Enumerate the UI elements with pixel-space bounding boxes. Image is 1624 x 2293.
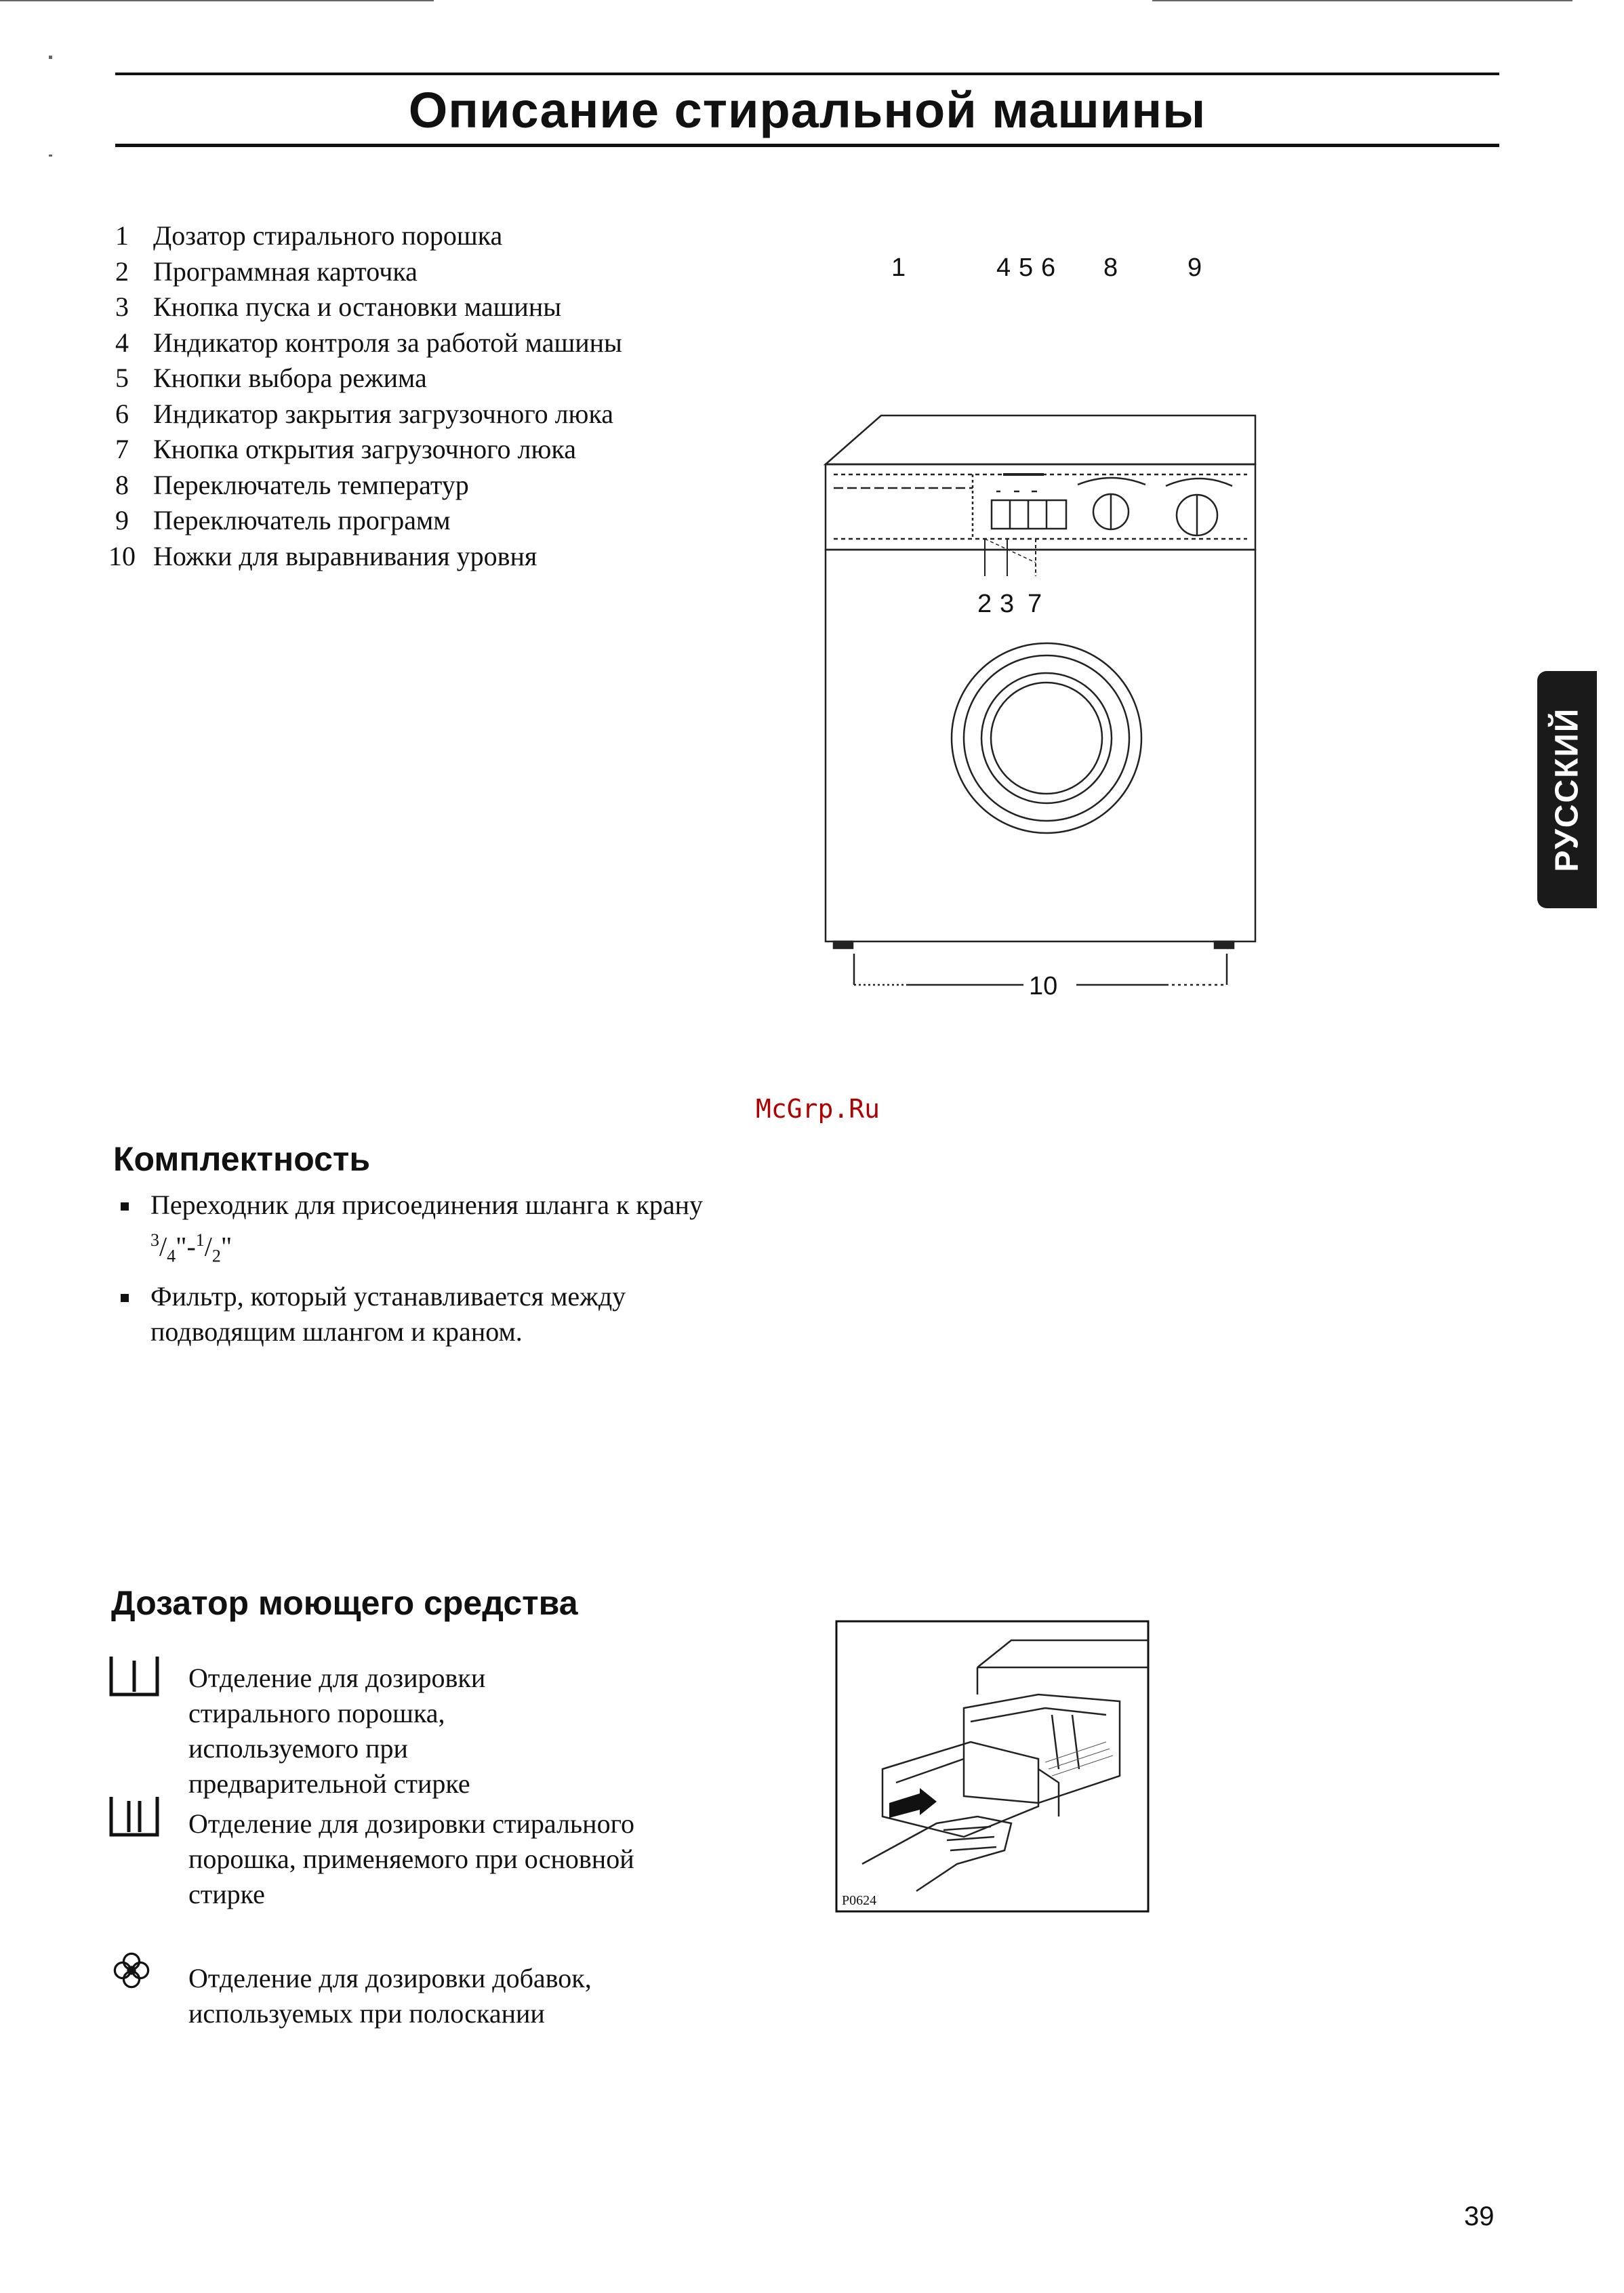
diagram-label-7: 7 <box>1028 590 1042 618</box>
part-number: 6 <box>115 398 129 429</box>
part-label: Ножки для выравнивания уровня <box>153 540 537 571</box>
title-rule-bottom <box>115 144 1499 147</box>
part-label: Кнопка открытия загрузочного люка <box>153 434 576 464</box>
foot-right <box>1215 941 1234 948</box>
diagram-label-9: 9 <box>1187 253 1202 282</box>
part-label: Переключатель температур <box>153 469 469 500</box>
dispenser-item-prewash <box>108 1654 786 1799</box>
part-label: Индикатор контроля за работой машины <box>153 327 622 358</box>
diagram-label-10: 10 <box>1029 972 1058 1000</box>
loading-door-glass <box>981 673 1112 803</box>
fraction-denominator: 4 <box>167 1246 176 1266</box>
scan-artifact <box>1152 0 1572 1</box>
control-panel <box>826 464 1255 550</box>
dispenser-item-mainwash <box>108 1794 786 1909</box>
part-number: 8 <box>115 469 129 500</box>
diagram-label-3: 3 <box>1000 590 1015 618</box>
parts-list-item <box>108 432 622 468</box>
dispenser-heading: Дозатор моющего средства <box>111 1584 578 1622</box>
language-tab-label: РУССКИЙ <box>1549 707 1585 872</box>
part-label: Дозатор стирального порошка <box>153 220 503 251</box>
part-number: 10 <box>108 540 136 571</box>
fraction-numerator: 3 <box>150 1230 159 1250</box>
parts-list-item <box>108 468 622 504</box>
completeness-item-text: Фильтр, который устанавливается между подводящим шлангом и краном. <box>150 1281 626 1347</box>
scan-artifact <box>0 0 434 1</box>
loading-door-outer <box>952 643 1141 833</box>
diagram-label-8: 8 <box>1103 253 1118 282</box>
list-item <box>115 1279 793 1350</box>
part-number: 2 <box>115 256 129 287</box>
diagram-label-2: 2 <box>977 590 992 618</box>
parts-list <box>108 218 622 574</box>
completeness-heading: Комплектность <box>113 1140 371 1178</box>
bullet-icon <box>121 1294 129 1302</box>
part-number: 3 <box>115 291 129 322</box>
parts-list-item <box>108 397 622 432</box>
parts-list-item <box>108 361 622 397</box>
parts-list-item <box>108 503 622 539</box>
dispenser-item-softener <box>108 1949 786 2029</box>
completeness-list <box>115 1188 793 1350</box>
diagram-label-5: 5 <box>1019 253 1034 282</box>
machine-top <box>826 415 1255 464</box>
part-number: 7 <box>115 434 129 464</box>
parts-list-item <box>108 325 622 361</box>
part-label: Индикатор закрытия загрузочного люка <box>153 398 614 429</box>
page-title: Описание стиральной машины <box>408 82 1206 138</box>
part-number: 1 <box>115 220 129 251</box>
dispenser-item-text: Отделение для дозировки стирального порошка, применяемого при основной стирке <box>188 1808 634 1909</box>
fraction-denominator: 2 <box>211 1246 221 1266</box>
prewash-compartment-icon <box>108 1654 161 1700</box>
diagram-label-6: 6 <box>1041 253 1056 282</box>
part-label: Кнопка пуска и остановки машины <box>153 291 562 322</box>
list-item <box>115 1188 793 1223</box>
title-rule-top <box>115 73 1499 75</box>
parts-list-item <box>108 289 622 325</box>
washing-machine-diagram <box>800 241 1288 1115</box>
part-label: Переключатель программ <box>153 505 451 535</box>
part-number: 4 <box>115 327 129 358</box>
flower-softener-icon <box>110 1949 153 1992</box>
thread-size-fraction: $^3/_4"-^1/_2$" <box>150 1230 232 1266</box>
parts-list-item <box>108 254 622 290</box>
part-number: 9 <box>115 505 129 535</box>
scan-artifact <box>49 155 52 157</box>
completeness-item-text: Переходник для присоединения шланга к крану <box>150 1190 704 1220</box>
part-number: 5 <box>115 363 129 393</box>
part-label: Программная карточка <box>153 256 418 287</box>
fraction-end: " <box>220 1231 232 1262</box>
fraction-separator: "- <box>176 1231 196 1262</box>
figure-code: P0624 <box>842 1893 877 1908</box>
parts-list-item <box>108 539 622 575</box>
dispenser-item-text: Отделение для дозировки добавок, используемых при полоскании <box>188 1963 592 2029</box>
parts-list-item <box>108 218 622 254</box>
part-label: Кнопки выбора режима <box>153 363 427 393</box>
diagram-label-4: 4 <box>996 253 1011 282</box>
scan-artifact <box>49 56 52 59</box>
foot-left <box>834 941 853 948</box>
diagram-label-1: 1 <box>891 253 906 282</box>
bullet-icon <box>121 1202 129 1211</box>
language-tab <box>1537 671 1597 908</box>
fraction-numerator: 1 <box>195 1230 205 1250</box>
dispenser-item-text: Отделение для дозировки стирального порошка, используемого при предварительной стирке <box>188 1663 486 1799</box>
page-number: 39 <box>1464 2201 1495 2231</box>
dispenser-drawer-illustration <box>835 1620 1150 1913</box>
watermark-text: McGrp.Ru <box>756 1094 880 1124</box>
mainwash-compartment-icon <box>108 1794 161 1840</box>
